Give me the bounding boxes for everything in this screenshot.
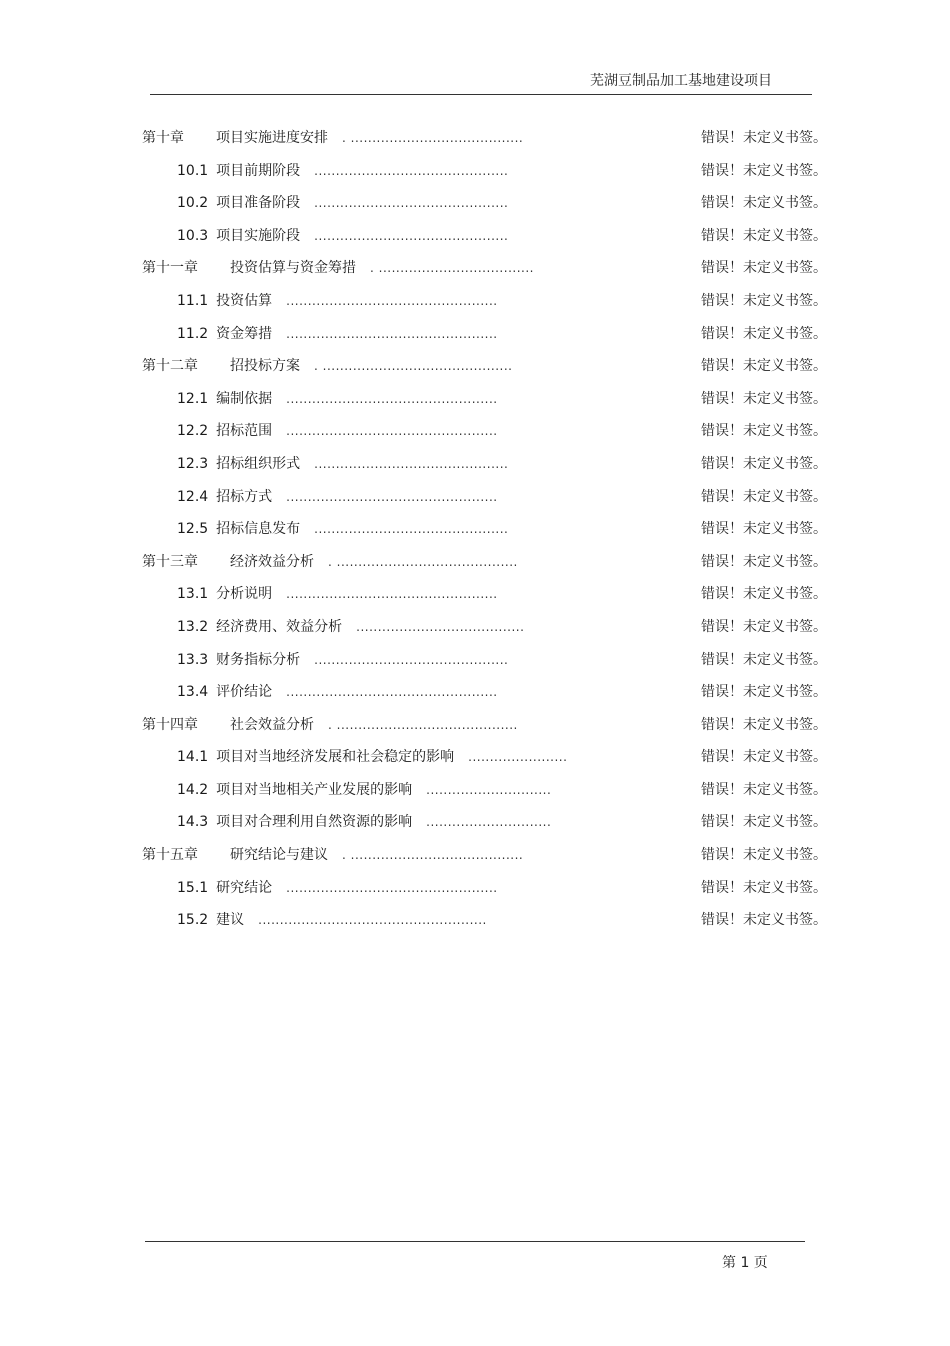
toc-page-reference: 错误！未定义书签。	[701, 586, 827, 603]
toc-section-entry[interactable]	[0, 513, 950, 546]
toc-leader-dots: .....................................................	[258, 913, 487, 928]
toc-leader-dots: .......................................	[356, 619, 525, 634]
toc-section-entry[interactable]	[0, 741, 950, 774]
toc-title: 项目准备阶段	[216, 195, 301, 212]
toc-leader-dots: . ..........................................	[328, 717, 518, 732]
toc-number: 第十五章	[142, 847, 198, 864]
toc-number: 第十一章	[142, 260, 198, 277]
toc-leader-dots: . ........................................	[342, 848, 524, 863]
toc-leader-dots: .............................................	[314, 456, 509, 471]
toc-page-reference: 错误！未定义书签。	[701, 684, 827, 701]
toc-page-reference: 错误！未定义书签。	[701, 358, 827, 375]
toc-page-reference: 错误！未定义书签。	[701, 879, 827, 896]
toc-section-entry[interactable]	[0, 676, 950, 709]
toc-number: 13.1	[177, 586, 209, 603]
toc-entry-text	[177, 285, 498, 317]
toc-leader-dots: .............................................	[314, 522, 509, 537]
toc-chapter-entry[interactable]	[0, 350, 950, 383]
toc-leader-dots: .................................................	[286, 326, 498, 341]
toc-number: 12.2	[177, 423, 209, 440]
toc-title: 招标信息发布	[216, 521, 301, 538]
toc-page-reference: 错误！未定义书签。	[701, 651, 827, 668]
toc-title: 招标组织形式	[216, 455, 301, 472]
toc-leader-dots: .................................................	[286, 489, 498, 504]
toc-page-reference: 错误！未定义书签。	[701, 390, 827, 407]
toc-number: 12.5	[177, 521, 209, 538]
toc-page-reference: 错误！未定义书签。	[701, 260, 827, 277]
toc-leader-dots: .............................	[426, 815, 552, 830]
toc-title: 项目实施阶段	[216, 227, 301, 244]
toc-title: 项目对合理利用自然资源的影响	[216, 814, 413, 831]
toc-number: 13.4	[177, 684, 209, 701]
toc-chapter-entry[interactable]	[0, 252, 950, 285]
toc-page-reference: 错误！未定义书签。	[701, 325, 827, 342]
toc-entry-text	[142, 709, 518, 741]
toc-title: 项目对当地经济发展和社会稳定的影响	[216, 749, 455, 766]
toc-entry-text	[142, 546, 518, 578]
toc-title: 招投标方案	[230, 358, 300, 375]
toc-leader-dots: .................................................	[286, 685, 498, 700]
toc-leader-dots: . ............................................	[314, 359, 513, 374]
toc-leader-dots: .................................................	[286, 293, 498, 308]
running-header-title: 芜湖豆制品加工基地建设项目	[590, 73, 772, 89]
toc-section-entry[interactable]	[0, 220, 950, 253]
toc-number: 11.2	[177, 325, 209, 342]
toc-section-entry[interactable]	[0, 774, 950, 807]
toc-entry-text	[177, 383, 498, 415]
toc-leader-dots: .................................................	[286, 391, 498, 406]
toc-entry-text	[177, 415, 498, 447]
toc-section-entry[interactable]	[0, 481, 950, 514]
toc-section-entry[interactable]	[0, 318, 950, 351]
toc-chapter-entry[interactable]	[0, 709, 950, 742]
toc-section-entry[interactable]	[0, 872, 950, 905]
toc-title: 社会效益分析	[230, 716, 314, 733]
toc-title: 资金筹措	[216, 325, 273, 342]
toc-title: 经济费用、效益分析	[216, 618, 343, 635]
toc-title: 投资估算	[216, 292, 273, 309]
toc-section-entry[interactable]	[0, 187, 950, 220]
toc-number: 11.1	[177, 292, 209, 309]
toc-number: 14.3	[177, 814, 209, 831]
toc-page-reference: 错误！未定义书签。	[701, 814, 827, 831]
header-rule	[150, 94, 812, 95]
toc-number: 12.1	[177, 390, 209, 407]
toc-number: 12.3	[177, 455, 209, 472]
toc-page-reference: 错误！未定义书签。	[701, 162, 827, 179]
toc-number: 14.1	[177, 749, 209, 766]
toc-page-reference: 错误！未定义书签。	[701, 130, 827, 146]
toc-leader-dots: .................................................	[286, 880, 498, 895]
toc-title: 分析说明	[216, 586, 273, 603]
toc-title: 经济效益分析	[230, 553, 314, 570]
toc-section-entry[interactable]	[0, 904, 950, 937]
toc-title: 项目前期阶段	[216, 162, 301, 179]
toc-leader-dots: .................................................	[286, 587, 498, 602]
toc-entry-text	[177, 904, 487, 936]
toc-number: 12.4	[177, 488, 209, 505]
toc-page-reference: 错误！未定义书签。	[701, 227, 827, 244]
toc-number: 15.1	[177, 879, 209, 896]
toc-entry-text	[177, 676, 498, 708]
toc-leader-dots: .......................	[468, 750, 568, 765]
toc-title: 评价结论	[216, 684, 273, 701]
toc-section-entry[interactable]	[0, 383, 950, 416]
toc-title: 投资估算与资金筹措	[230, 260, 356, 277]
toc-entry-text	[177, 644, 508, 676]
toc-section-entry[interactable]	[0, 578, 950, 611]
toc-entry-text	[177, 448, 508, 480]
toc-chapter-entry[interactable]	[0, 839, 950, 872]
toc-number: 13.3	[177, 651, 209, 668]
toc-leader-dots: .............................................	[314, 652, 509, 667]
toc-title: 财务指标分析	[216, 651, 301, 668]
toc-section-entry[interactable]	[0, 806, 950, 839]
toc-entry-text	[177, 872, 498, 904]
toc-section-entry[interactable]	[0, 155, 950, 188]
toc-entry-text	[177, 578, 498, 610]
toc-number: 10.2	[177, 195, 209, 212]
toc-section-entry[interactable]	[0, 285, 950, 318]
toc-entry-text	[142, 839, 523, 871]
toc-number: 第十三章	[142, 553, 198, 570]
table-of-contents	[0, 122, 950, 937]
toc-title: 研究结论	[216, 879, 273, 896]
toc-entry-text	[142, 122, 523, 154]
toc-entry-text	[177, 155, 508, 187]
toc-page-reference: 错误！未定义书签。	[701, 749, 827, 766]
toc-leader-dots: . ....................................	[370, 261, 534, 276]
toc-page-reference: 错误！未定义书签。	[701, 423, 827, 440]
toc-leader-dots: .............................................	[314, 228, 509, 243]
toc-number: 10.3	[177, 227, 209, 244]
toc-title: 编制依据	[216, 390, 273, 407]
page-number: 第 1 页	[722, 1255, 768, 1271]
toc-entry-text	[177, 481, 498, 513]
toc-page-reference: 错误！未定义书签。	[701, 455, 827, 472]
toc-entry-text	[177, 806, 551, 838]
toc-leader-dots: .............................	[426, 782, 552, 797]
toc-leader-dots: . ..........................................	[328, 554, 518, 569]
toc-title: 项目实施进度安排	[216, 130, 328, 146]
toc-page-reference: 错误！未定义书签。	[701, 781, 827, 798]
toc-leader-dots: .................................................	[286, 424, 498, 439]
toc-chapter-entry[interactable]	[0, 122, 950, 155]
toc-title: 招标方式	[216, 488, 273, 505]
toc-entry-text	[177, 220, 508, 252]
toc-page-reference: 错误！未定义书签。	[701, 488, 827, 505]
toc-leader-dots: .............................................	[314, 196, 509, 211]
toc-number: 14.2	[177, 781, 209, 798]
toc-entry-text	[177, 318, 498, 350]
toc-leader-dots: . ........................................	[342, 131, 524, 145]
toc-entry-text	[177, 187, 508, 219]
toc-page-reference: 错误！未定义书签。	[701, 716, 827, 733]
toc-page-reference: 错误！未定义书签。	[701, 847, 827, 864]
toc-number: 10.1	[177, 162, 209, 179]
toc-title: 研究结论与建议	[230, 847, 328, 864]
toc-number: 第十四章	[142, 716, 198, 733]
toc-number: 15.2	[177, 912, 209, 929]
toc-title: 招标范围	[216, 423, 273, 440]
toc-page-reference: 错误！未定义书签。	[701, 912, 827, 929]
toc-section-entry[interactable]	[0, 448, 950, 481]
toc-page-reference: 错误！未定义书签。	[701, 195, 827, 212]
toc-entry-text	[177, 513, 508, 545]
toc-section-entry[interactable]	[0, 644, 950, 677]
toc-leader-dots: .............................................	[314, 163, 509, 178]
toc-title: 项目对当地相关产业发展的影响	[216, 781, 413, 798]
toc-page-reference: 错误！未定义书签。	[701, 618, 827, 635]
toc-entry-text	[177, 774, 551, 806]
toc-number: 第十二章	[142, 358, 198, 375]
toc-title: 建议	[216, 912, 245, 929]
toc-entry-text	[177, 741, 567, 773]
toc-number: 第十章	[142, 130, 184, 146]
toc-section-entry[interactable]	[0, 415, 950, 448]
toc-number: 13.2	[177, 618, 209, 635]
toc-page-reference: 错误！未定义书签。	[701, 553, 827, 570]
toc-entry-text	[142, 350, 512, 382]
toc-chapter-entry[interactable]	[0, 546, 950, 579]
toc-entry-text	[142, 252, 534, 284]
toc-section-entry[interactable]	[0, 611, 950, 644]
toc-entry-text	[177, 611, 524, 643]
toc-page-reference: 错误！未定义书签。	[701, 521, 827, 538]
toc-page-reference: 错误！未定义书签。	[701, 292, 827, 309]
footer-rule	[145, 1241, 805, 1242]
